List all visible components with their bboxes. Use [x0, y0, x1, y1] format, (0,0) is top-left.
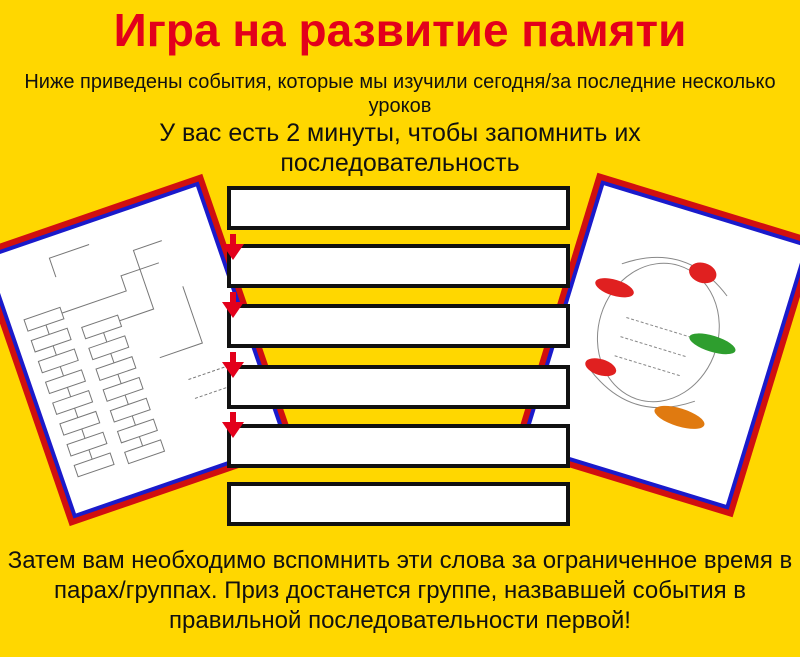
page-title: Игра на развитие памяти: [113, 4, 687, 56]
footer-text: Затем вам необходимо вспомнить эти слова за ограниченное время в парах/группах. Приз достанется группе, назвавшей события в правильной последовательности первой!: [7, 547, 793, 634]
sequence-box-6[interactable]: [227, 482, 570, 526]
down-arrow-icon: [222, 412, 244, 438]
down-arrow-icon: [222, 234, 244, 260]
sequence-box-2[interactable]: [227, 244, 570, 288]
subtitle: Ниже приведены события, которые мы изучили сегодня/за последние несколько уроков: [24, 71, 776, 117]
instruction-text: У вас есть 2 минуты, чтобы запомнить их последовательность: [159, 119, 641, 177]
sequence-box-5[interactable]: [227, 424, 570, 468]
sequence-box-3[interactable]: [227, 304, 570, 348]
down-arrow-icon: [222, 352, 244, 378]
sequence-box-1[interactable]: [227, 186, 570, 230]
down-arrow-icon: [222, 292, 244, 318]
sequence-box-4[interactable]: [227, 365, 570, 409]
